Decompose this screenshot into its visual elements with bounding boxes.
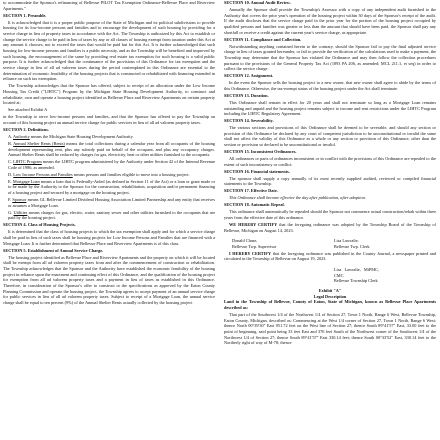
signature-block-2 bbox=[232, 267, 428, 284]
section-1-paragraph-3: in the Township to serve low-income persons and families, and that the Sponsor has offered to pay the Township on account of this housing project an annual service charge for public services in lieu of all ad valorem property taxes. bbox=[3, 114, 215, 125]
definition-g: G. Utilities means charges for gas, electric, water, sanitary sewer and other utilities furnished to the occupants that are paid by the housing project. bbox=[8, 209, 215, 221]
section-1-paragraph-2: The Township acknowledges that the Sponsor has offered, subject to receipt of an allocation under the Low Income Housing Tax Credit ("LIHTC") Program by the Michigan State Housing Development Authority, to construct and rehabilitate, own and operate a housing project identified as Bellevue Place and Riverview Apartments on certain property located at: bbox=[3, 83, 215, 106]
clerk-title: Bellevue Twp. Clerk bbox=[333, 243, 370, 249]
section-16-paragraph: The sponsor shall supply a copy annually of its most recently supplied audited, reviewed or compiled financial statements to the Township. bbox=[224, 175, 436, 187]
definition-d: D. Low Income Persons and Families means persons and families eligible to move into a housing project. bbox=[8, 171, 190, 177]
section-4-paragraph: It is determined that the class of housing projects to which the tax exemption shall apply and for which a service charge shall be paid in lieu of such taxes shall be housing projects for Low Income Persons and Families that are financed with a Mortgage Loan. It is further determined that Bellevue Place and Riverview Apartments is of this class. bbox=[3, 229, 215, 246]
section-13-heading: SECTION 13. Duration. bbox=[224, 92, 269, 98]
adoption-certification-text: that the foregoing ordinance was adopted by the Township Board of the Township of Bellevue, Michigan on August 14, 2023. bbox=[224, 221, 436, 233]
signature-clerk-2 bbox=[334, 267, 428, 284]
definition-a-text: means the Michigan State Housing Development Authority. bbox=[29, 133, 134, 139]
definition-b-term: Annual Shelter Rents (Rents) bbox=[13, 140, 65, 146]
section-15-heading: SECTION 15. Inconsistent Ordinances. bbox=[224, 149, 297, 155]
section-15-paragraph: All ordinances or parts of ordinances inconsistent or in conflict with the provisions of this Ordinance are repealed to the extent of such inconsistency or conflict. bbox=[224, 156, 436, 167]
signature-supervisor bbox=[232, 238, 326, 249]
definition-a-term: Authority bbox=[13, 133, 30, 139]
definition-f-term: Sponsor bbox=[12, 197, 27, 203]
signature-clerk bbox=[334, 238, 428, 249]
signature-block-1 bbox=[232, 238, 428, 249]
definition-f-text: means GL Bellevue Limited Dividend Housing Association Limited Partnership and any entity that receives or assumes a Mortgage Loan. bbox=[8, 197, 215, 208]
section-13-paragraph: This Ordinance shall remain in effect for 20 years and shall not terminate so long as a Mortgage Loan remains outstanding and unpaid and the housing project remains subject to income and rent restrictions under the LIHTC Program including the LIHTC Regulatory Agreement. bbox=[224, 99, 436, 117]
section-1-paragraph-1: It is acknowledged that it is a proper public purpose of the State of Michigan and its political subdivisions to provide housing for its low-income persons and families and to encourage the development of such housing by providing for a service charge in lieu of property taxes in accordance with the Act. The Township is authorized by this Act to establish or change the service charge to be paid in lieu of taxes by any or all classes of housing exempt from taxation under this Act at any amount it chooses, not to exceed the taxes that would be paid but for this Act. It is further acknowledged that such housing for low-income persons and families is a public necessity, and as the Township will be benefited and improved by such housing, the encouragement of the same by providing real estate tax exemption for such housing is a valid public purpose. It is further acknowledged that the continuance of the provisions of this Ordinance for tax exemption and the service charge in lieu of all ad valorem taxes during the period contemplated in this Ordinance are essential to the determination of economic feasibility of the housing projects that is constructed or rehabilitated with financing extended in reliance on such tax exemption. bbox=[3, 19, 215, 82]
section-18-heading: SECTION 18. Automatic Repeal. bbox=[224, 202, 285, 208]
section-1-heading: SECTION 1. Preamble. bbox=[3, 12, 47, 18]
section-10-paragraph: Annually the Sponsor shall provide the Township's Assessor with a copy of any independent audit furnished to the Authority that covers the prior year's operation of the housing project within 30 days of the Sponsor's receipt of the audit. If the audit discloses that the service charge paid in the prior year for the portion of the housing project occupied by qualified persons and families was greater or less than the amount that should have been paid, the Sponsor shall pay any shortfall or receive a credit against the current year's service charge, as appropriate. bbox=[224, 6, 436, 35]
definition-c-term: LIHTC Program bbox=[13, 159, 42, 165]
adoption-certification bbox=[224, 222, 436, 233]
clerk-name: Lisa Lawralie, bbox=[333, 238, 359, 244]
supervisor-name: Donald Chase, bbox=[232, 238, 258, 244]
land-heading: Land in the Township of Bellevue, County of Eaton, State of Michigan, known as Bellevue Place Apartments described as: bbox=[224, 299, 436, 310]
section-17-paragraph: This Ordinance shall become effective the day after publication, after adoption. bbox=[229, 195, 366, 201]
section-14-paragraph: The various sections and provisions of this Ordinance shall be deemed to be severable, and should any section or provision of this Ordinance be declared by any court of competent jurisdiction to be unconstitutional or invalid the same shall not affect the validity of this Ordinance as a whole or any section or provision of this Ordinance, other than the section or provision so declared to be unconstitutional or invalid. bbox=[224, 125, 436, 148]
publication-certification-text: that the foregoing ordinance was published in the County Journal, a newspaper printed and circulated in the Township of Bellevue on August 19, 2023. bbox=[224, 250, 436, 262]
definition-b: B. Annual Shelter Rents (Rents) means the total collections during a calendar year from all occupants of the housing development representing rent, plus any subsidy paid on behalf of the occupant, and plus any occupancy charges. Annual Shelter Rents shall be reduced by charges for gas, electricity, heat or other utilities furnished to the occupants. bbox=[8, 140, 215, 158]
definition-d-text: means persons and families eligible to move into a housing project. bbox=[72, 171, 190, 177]
definition-e: E. Mortgage Loan means a loan that is Federally-Aided (as defined in Section 11 of the Act) or a loan or grant made or to be made by the Authority to the Sponsor for the construction, rehabilitation, acquisition and/or permanent financing of a housing project and secured by a mortgage on the housing project. bbox=[8, 178, 215, 196]
section-16-heading: SECTION 16. Financial statements. bbox=[224, 168, 290, 174]
section-11-paragraph: Notwithstanding anything contained herein to the contrary, should the Sponsor fail to pay the final adjusted service charge in lieu of taxes granted hereunder, or fail to provide the verification of the calculations used to make a payment, the Township may determine that the Sponsor has violated the Ordinance and may then follow the collection procedures pursuant to the provisions of the General Property Tax Act (1893 PA 206, as amended; MCL 211.1, et seq) in order to collect the service charge. bbox=[224, 43, 436, 72]
section-2-heading: SECTION 2. Definitions. bbox=[3, 126, 49, 132]
definition-c: C. LIHTC Program means the LIHTC program administered by the Authority under Section 42 of the Internal Revenue Code of 1986, as amended. bbox=[8, 159, 215, 170]
section-4-heading: SECTION 4. Class of Housing Projects. bbox=[3, 222, 76, 228]
land-description: That part of the Southwest 1/4 of the Northwest 1/4 of Section 27, Town 1 North, Range 6 West, Bellevue Township, Eaton County, Michigan, described as: Commencing at the West 1/4 corner of Section 27, Town 1 North, Range 6 West; thence North 00°39'30" East 951.72 feet on the West line of Section 27; thence South 89°41'57" East, 33.00 feet to the point of beginning, said point being 33 feet East and 376 feet South of the Northwest corner of the Southwest 1/4 of the Northwest 1/4 of Section 27; thence South 89°41'57" East 330.14 feet; thence South 00°33'52" East, 330.14 feet to the Northerly right of way of M-78; thence bbox=[224, 311, 436, 346]
signature-spacer bbox=[232, 267, 326, 284]
top-fragment: to accommodate the Sponsor's refinancing of Bellevue PILOT Tax Exemption Ordinance-Bellevue Place and Riverview Apartments." bbox=[3, 0, 215, 11]
section-10-heading: SECTION 10. Annual Audit Review. bbox=[224, 0, 291, 5]
definition-e-text: means a loan that is Federally-Aided (as defined in Section 11 of the Act) or a loan or grant made or to be made by the Authority to the Sponsor for the construction, rehabilitation, acquisition and/or permanent financing of a housing project and secured by a mortgage on the housing project. bbox=[8, 178, 215, 196]
section-12-paragraph: In the event the Sponsor sells the housing project to a new owner, that new owner shall agree to abide by the terms of this Ordinance. Otherwise, the tax-exempt status of the housing project under the Act shall terminate. bbox=[224, 80, 436, 91]
section-5-heading: SECTION 5. Establishment of Annual Service Charge. bbox=[3, 247, 104, 253]
section-17-heading: SECTION 17. Effective Date. bbox=[224, 188, 278, 194]
exhibit-title: Exhibit "A" bbox=[318, 287, 342, 293]
section-5-paragraph: The housing project identified as Bellevue Place and Riverview Apartments and the property on which it will be located shall be exempt from all ad valorem property taxes from and after the commencement of construction or rehabilitation. The Township acknowledges that the Sponsor and the Authority have established the economic feasibility of the housing project in reliance upon the enactment and continuing effect of this Ordinance, and the qualification of the housing project for exemption from all ad valorem property taxes and a payment in lieu of taxes as established in this Ordinance. Therefore, in consideration of the Sponsor's offer to construct to the specifications as approved by the Eaton County Planning Commission and operate the housing project, the Township agrees to accept payment of an annual service charge for public services in lieu of all ad valorem property taxes. Subject to receipt of a Mortgage Loan, the annual service charge shall be equal to ten percent (9%) of the Annual Shelter Rents actually collected by the housing project bbox=[3, 254, 215, 305]
publication-certification-lead: I HEREBY CERTIFY bbox=[229, 250, 272, 256]
left-column bbox=[3, 0, 215, 440]
section-18-paragraph: This ordinance shall automatically be repealed should the Sponsor not commence actual construction/rehab within three years from the effective date of this ordinance. bbox=[224, 209, 436, 220]
supervisor-title: Bellevue Twp. Supervisor bbox=[232, 243, 277, 249]
definition-a: A. Authority means the Michigan State Housing Development Authority. bbox=[8, 133, 134, 139]
definition-d-term: Low Income Persons and Families bbox=[13, 171, 73, 177]
right-column bbox=[224, 0, 436, 440]
definition-c-text: means the LIHTC program administered by the Authority under Section 42 of the Internal Revenue Code of 1986, as amended. bbox=[8, 159, 215, 170]
section-12-heading: SECTION 12. Assignment. bbox=[224, 73, 274, 79]
section-1-exhibit-reference: See attached Exhibit A bbox=[8, 107, 48, 113]
clerk-2-name: Lisa Lawralie, MiPMC, CMC bbox=[333, 266, 380, 278]
section-14-heading: SECTION 14. Severability. bbox=[224, 118, 274, 124]
exhibit-subtitle: Legal Description bbox=[313, 293, 347, 299]
section-11-heading: SECTION 11. Compliance and Collection. bbox=[224, 36, 302, 42]
publication-certification bbox=[224, 251, 436, 262]
definition-e-term: Mortgage Loan bbox=[12, 178, 40, 184]
clerk-2-title: Bellevue Township Clerk bbox=[333, 278, 378, 284]
adoption-certification-lead: WE HEREBY CERTIFY bbox=[229, 221, 278, 227]
definition-g-text: means charges for gas, electric, water, sanitary sewer and other utilities furnished to the occupants that are paid by the housing project. bbox=[8, 209, 215, 221]
definition-b-text: means the total collections during a calendar year from all occupants of the housing development representing rent, plus any subsidy paid on behalf of the occupant, and plus any occupancy charges. Annual Shelter Rents shall be reduced by charges for gas, electricity, heat or other utilities furnished to the occupants. bbox=[8, 140, 215, 158]
definition-f: F. Sponsor means GL Bellevue Limited Dividend Housing Association Limited Partnership and any entity that receives or assumes a Mortgage Loan. bbox=[8, 197, 215, 208]
definition-g-term: Utilities bbox=[13, 209, 28, 215]
